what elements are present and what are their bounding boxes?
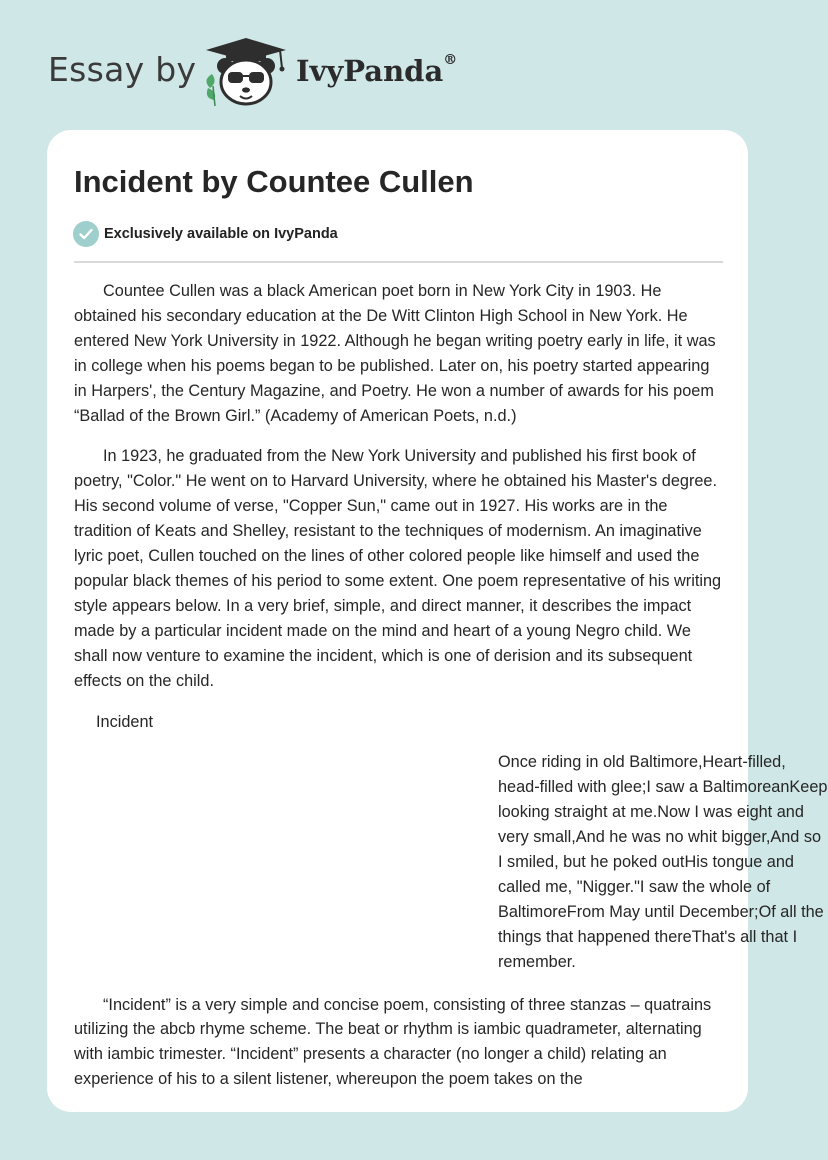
panda-mascot-icon xyxy=(200,34,292,108)
badge-label: Exclusively available on IvyPanda xyxy=(104,226,338,242)
site-header xyxy=(0,0,800,130)
essay-by-label: Essay by xyxy=(48,50,197,89)
divider xyxy=(74,261,723,263)
paragraph: In 1923, he graduated from the New York University and published his first book of poetry, "Color." He went on to Harvard University, where he obtained his Master's degree. His second volume of verse, "Copper Sun," came out in 1927. His works are in the tradition of Keats and Shelley, resistant to the techniques of modernism. An imaginative lyric poet, Cullen touched on the lines of other colored people like himself and used the popular black themes of his period to some extent. One poem representative of his writing style appears below. In a very brief, simple, and direct manner, it describes the impact made by a particular incident made on the mind and heart of a young Negro child. We shall now venture to examine the incident, which is one of derision and its subsequent effects on the child. xyxy=(74,447,722,690)
page-title: Incident by Countee Cullen xyxy=(74,164,474,199)
paragraph: “Incident” is a very simple and concise poem, consisting of three stanzas – quatrains utilizing the abcb rhyme scheme. The beat or rhythm is iambic quadrameter, alternating with iambic trimester. “Incident” presents a character (no longer a child) relating an experience of his to a silent listener, whereupon the poem takes on the xyxy=(74,995,712,1089)
paragraph: Countee Cullen was a black American poet born in New York City in 1903. He obtained his secondary education at the De Witt Clinton High School in New York. He entered New York University in 1922. Although he began writing poetry early in life, it was in college when his poems began to be published. Later on, his poetry started appearing in Harpers', the Century Magazine, and Poetry. He won a number of awards for his poem “Ballad of the Brown Girl.” (Academy of American Poets, n.d.) xyxy=(74,282,716,425)
check-icon xyxy=(73,221,99,247)
poem-text: Once riding in old Baltimore,Heart-filled, head-filled with glee;I saw a BaltimoreanKeep looking straight at me.Now I was eight and very small,And he was no whit bigger,And so I smiled, but he poked outHis tongue and called me, "Nigger."I saw the whole of BaltimoreFrom May until December;Of all the things that happened thereThat's all that I remember. xyxy=(498,753,828,971)
brand-name[interactable] xyxy=(296,54,457,88)
ivypanda-logo[interactable] xyxy=(200,34,292,108)
essay-card xyxy=(47,130,828,1112)
registered-mark: ® xyxy=(443,52,458,68)
brand-text: IvyPanda xyxy=(296,54,444,88)
essay-body xyxy=(74,279,828,1108)
exclusive-badge xyxy=(73,221,338,247)
poem-title: Incident xyxy=(96,712,154,731)
